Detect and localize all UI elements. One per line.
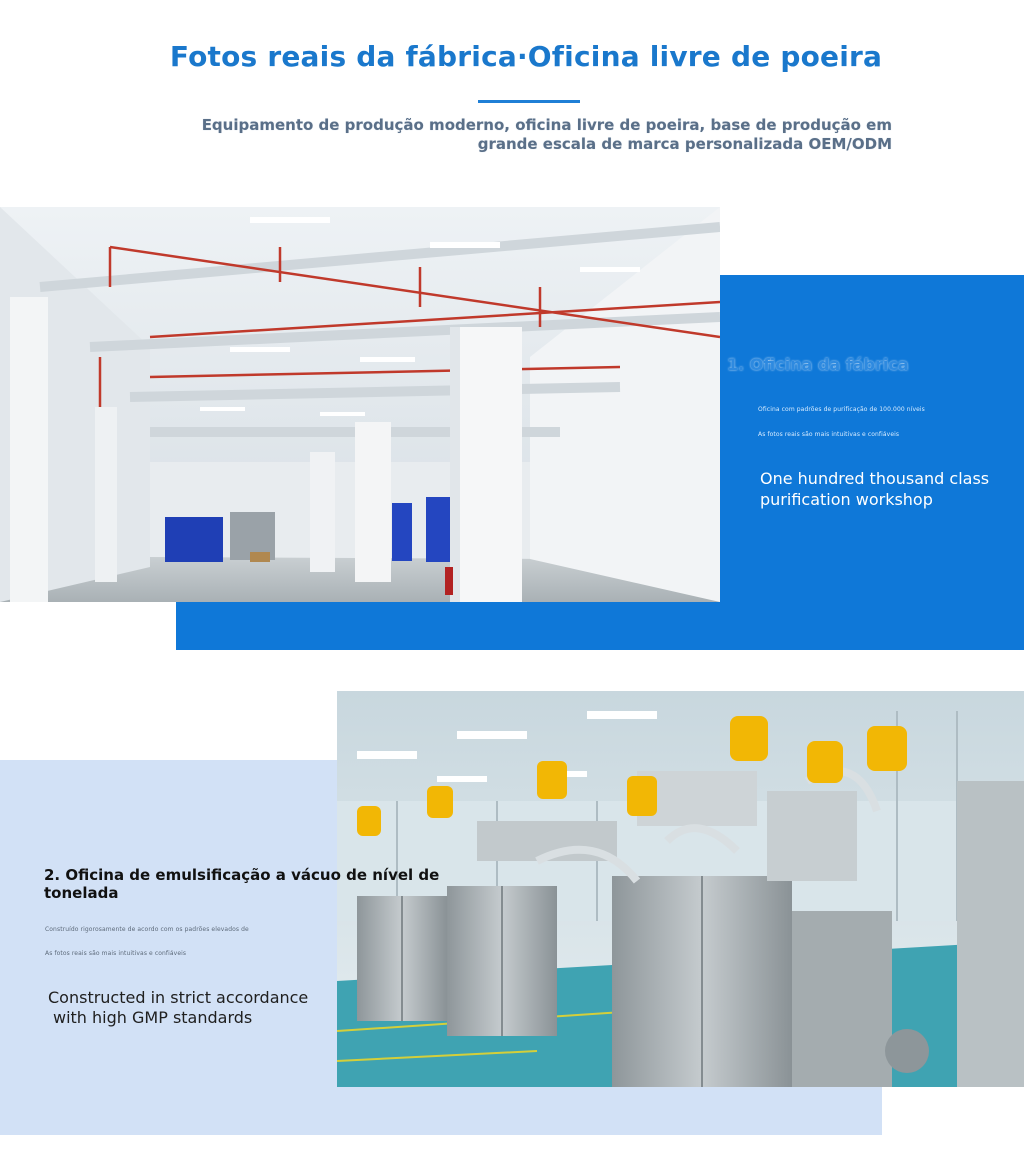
section2-english-line1: Constructed in strict accordance	[48, 988, 309, 1007]
section1-heading: 1. Oficina da fábrica	[727, 355, 909, 374]
section2-heading: 2. Oficina de emulsificação a vácuo de nível de tonelada	[44, 866, 440, 902]
section1-english-line1: One hundred thousand class	[760, 469, 990, 488]
factory-workshop-photo	[0, 207, 720, 602]
section2-english-caption	[48, 988, 338, 1028]
section1-description-line1: Oficina com padrões de purificação de 100.000 níveis	[758, 406, 925, 413]
page-subtitle: Equipamento de produção moderno, oficina livre de poeira, base de produção em grande escala de marca personalizada OEM/ODM	[201, 116, 892, 153]
title-divider	[478, 100, 580, 103]
section1-english-caption	[760, 468, 1020, 510]
section2-description-line1: Construído rigorosamente de acordo com os padrões elevados de	[45, 926, 249, 933]
section1-english-line2: purification workshop	[760, 490, 933, 509]
section2-description-line2: As fotos reais são mais intuitivas e confiáveis	[45, 950, 187, 957]
section2-english-line2: with high GMP standards	[53, 1008, 253, 1027]
section1-description-line2: As fotos reais são mais intuitivas e confiáveis	[758, 431, 900, 438]
page-title: Fotos reais da fábrica·Oficina livre de poeira	[169, 40, 883, 73]
